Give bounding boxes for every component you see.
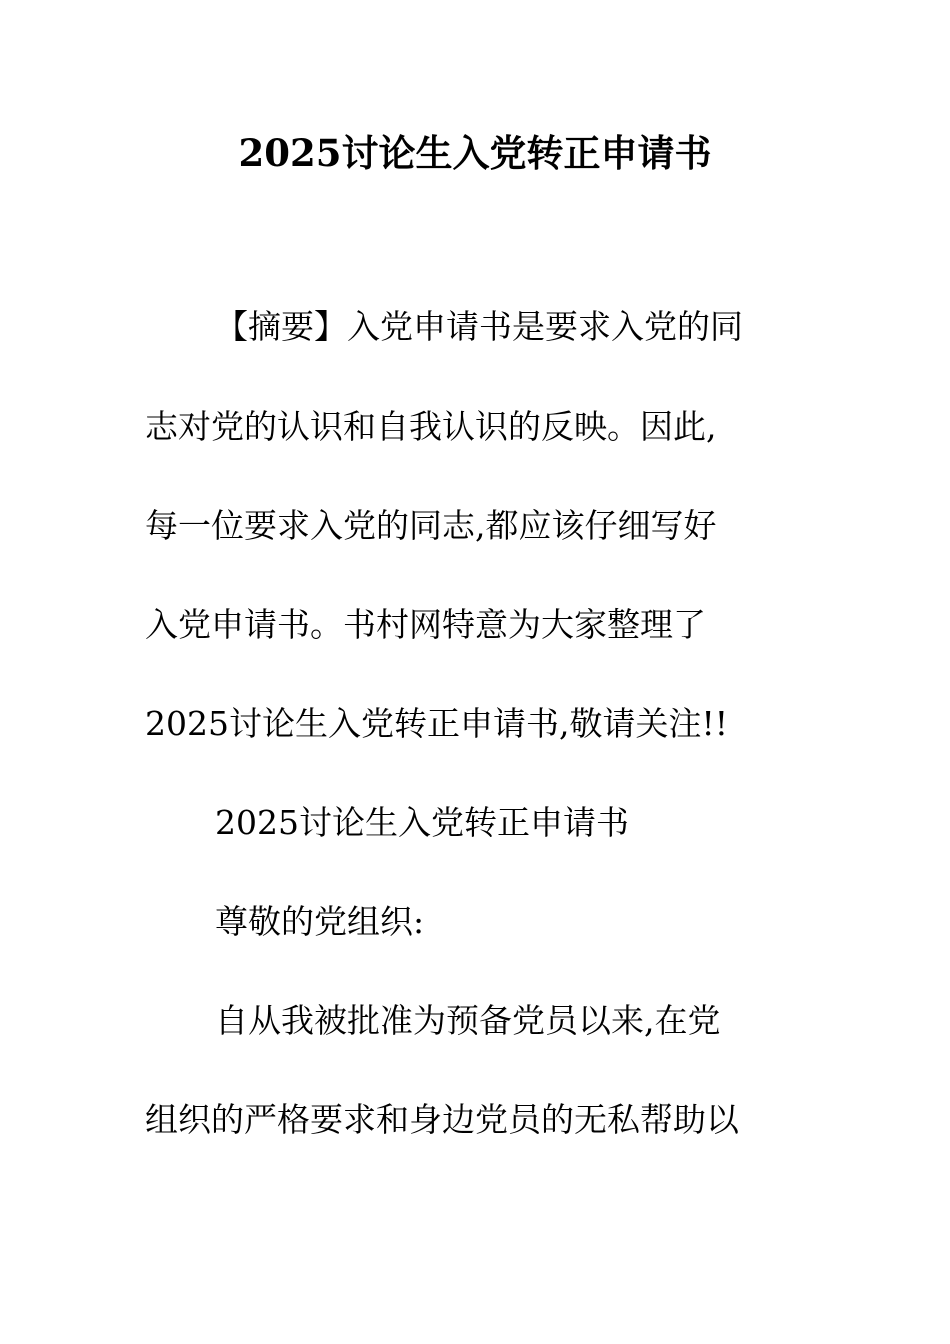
abstract-line-5: 2025讨论生入党转正申请书,敬请关注!! (145, 704, 728, 743)
salutation: 尊敬的党组织: (215, 902, 425, 941)
abstract-line-3: 每一位要求入党的同志,都应该仔细写好 (145, 506, 717, 545)
body-line-2: 组织的严格要求和身边党员的无私帮助以 (145, 1100, 739, 1139)
abstract-line-2: 志对党的认识和自我认识的反映。因此, (145, 407, 717, 446)
page-title: 2025讨论生入党转正申请书 (238, 131, 712, 175)
body-line-1: 自从我被批准为预备党员以来,在党 (215, 1001, 721, 1040)
section-heading: 2025讨论生入党转正申请书 (215, 803, 629, 842)
abstract-line-4: 入党申请书。书村网特意为大家整理了 (145, 605, 706, 644)
abstract-line-1: 【摘要】入党申请书是要求入党的同 (215, 307, 743, 346)
